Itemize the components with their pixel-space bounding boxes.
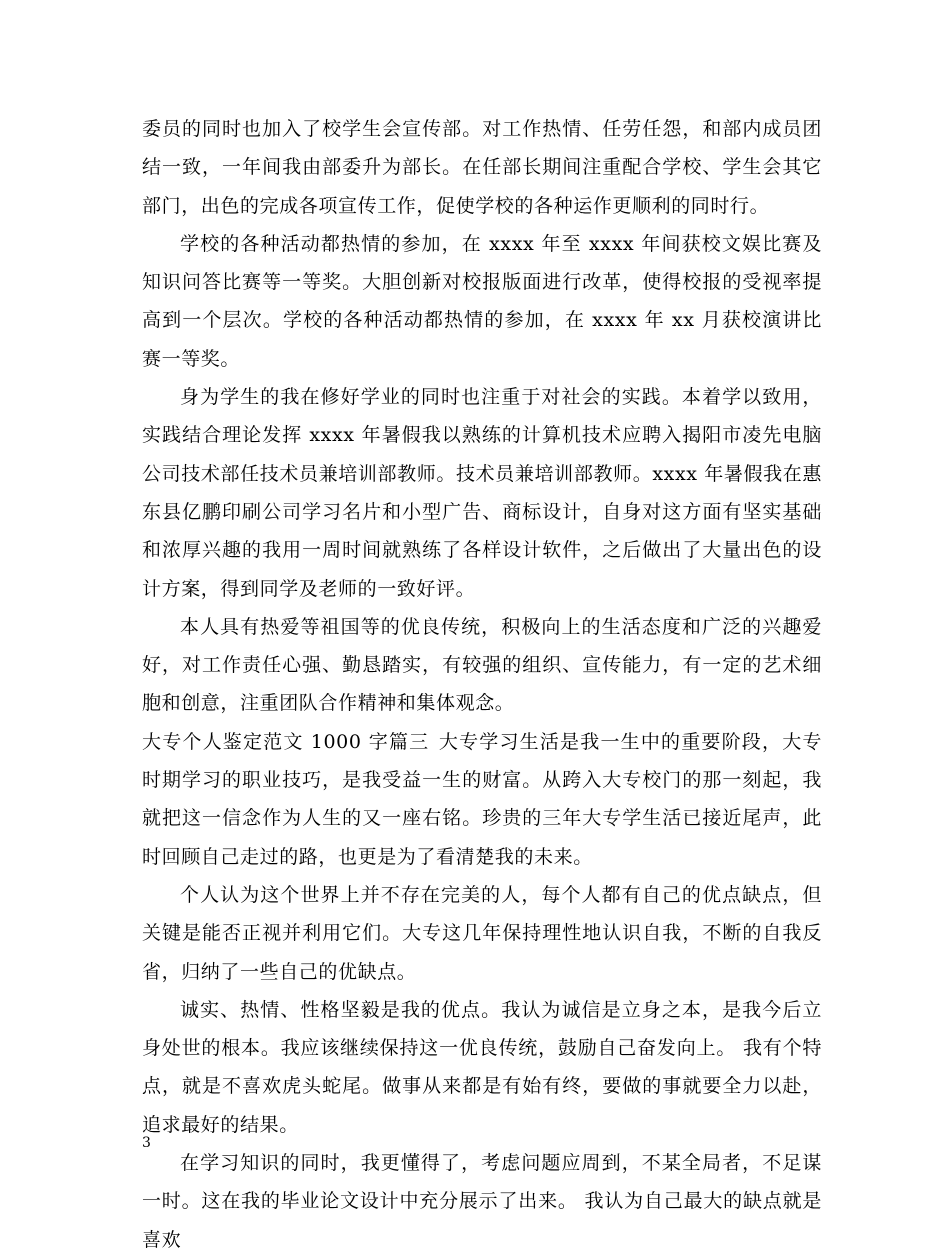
page-number: 3 bbox=[142, 1135, 151, 1151]
paragraph: 诚实、热情、性格坚毅是我的优点。我认为诚信是立身之本，是我今后立身处世的根本。我应该继续保持这一优良传统，鼓励自己奋发向上。 我有个特点，就是不喜欢虎头蛇尾。做事从来都是有始有终，要做的事就要全力以赴，追求最好的结果。 bbox=[142, 998, 822, 1136]
paragraph: 本人具有热爱等祖国等的优良传统，积极向上的生活态度和广泛的兴趣爱好，对工作责任心强、勤恳踏实，有较强的组织、宣传能力，有一定的艺术细胞和创意，注重团队合作精神和集体观念。 bbox=[142, 615, 822, 715]
paragraph: 身为学生的我在修好学业的同时也注重于对社会的实践。本着学以致用，实践结合理论发挥 xxxx 年暑假我以熟练的计算机技术应聘入揭阳市凌先电脑公司技术部任技术员兼培训部教师。技术员兼培训部教师。xxxx 年暑假我在惠东县亿鹏印刷公司学习名片和小型广告、商标设计，自身对这方面有坚实基础和浓厚兴趣的我用一周时间就熟练了各样设计软件，之后做出了大量出色的设计方案，得到同学及老师的一致好评。 bbox=[142, 386, 822, 600]
paragraph: 委员的同时也加入了校学生会宣传部。对工作热情、任劳任怨，和部内成员团结一致，一年间我由部委升为部长。在任部长期间注重配合学校、学生会其它部门，出色的完成各项宣传工作，促使学校的各种运作更顺利的同时行。 bbox=[142, 118, 822, 217]
paragraph: 学校的各种活动都热情的参加，在 xxxx 年至 xxxx 年间获校文娱比赛及知识问答比赛等一等奖。大胆创新对校报版面进行改革，使得校报的受视率提高到一个层次。学校的各种活动都热情的参加，在 xxxx 年 xx 月获校演讲比赛一等奖。 bbox=[142, 232, 822, 370]
section-title: 大专个人鉴定范文 1000 字篇三 bbox=[142, 730, 430, 753]
paragraph: 个人认为这个世界上并不存在完美的人，每个人都有自己的优点缺点，但关键是能否正视并利用它们。大专这几年保持理性地认识自我，不断的自我反省，归纳了一些自己的优缺点。 bbox=[142, 883, 822, 983]
document-body bbox=[142, 110, 822, 1259]
section-paragraph bbox=[142, 723, 822, 876]
section-text: 大专学习生活是我一生中的重要阶段，大专时期学习的职业技巧，是我受益一生的财富。从跨入大专校门的那一刻起，我就把这一信念作为人生的又一座右铭。珍贵的三年大专学生活已接近尾声，此时回顾自己走过的路，也更是为了看清楚我的未来。 bbox=[142, 730, 822, 868]
paragraph: 在学习知识的同时，我更懂得了，考虑问题应周到，不某全局者，不足谋一时。这在我的毕业论文设计中充分展示了出来。 我认为自己最大的缺点就是喜欢 bbox=[142, 1152, 822, 1251]
